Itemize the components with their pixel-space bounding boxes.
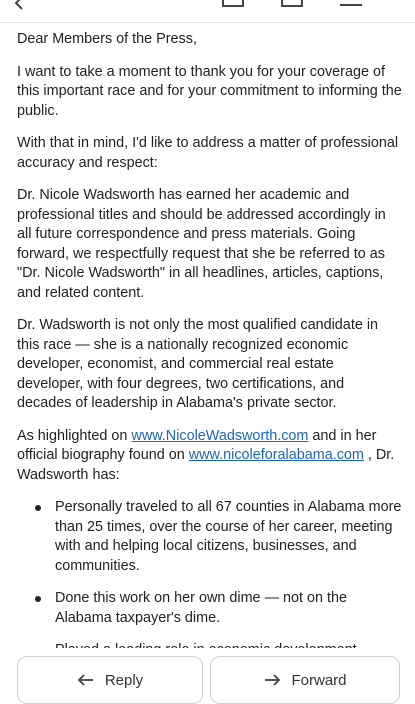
forward-button[interactable] — [210, 656, 400, 704]
biography-link[interactable]: www.nicoleforalabama.com — [188, 447, 364, 463]
reply-arrow-icon — [77, 673, 95, 687]
highlight-before: As highlighted on — [17, 427, 132, 444]
title-request-paragraph: Dr. Nicole Wadsworth has earned her academic and professional titles and should be addressed accordingly in all future correspondence and press materials. Going forward, we respectfully request that she be referred to as "Dr. Nicole Wadsworth" in all headlines, articles, captions, and related content. — [17, 187, 386, 301]
forward-label: Forward — [291, 671, 347, 689]
thanks-paragraph: I want to take a moment to thank you for your coverage of this important race and for your commitment to informing the public. — [17, 63, 402, 119]
intro-paragraph: With that in mind, I'd like to address a matter of professional accuracy and respect: — [17, 135, 399, 171]
greeting: Dear Members of the Press, — [17, 31, 197, 47]
list-item: Done this work on her own dime — not on the Alabama taxpayer's dime. — [55, 589, 402, 628]
mail-icon[interactable] — [281, 0, 303, 7]
archive-icon[interactable] — [222, 0, 244, 7]
qualifications-paragraph: Dr. Wadsworth is not only the most qualified candidate in this race — she is a nationally recognized economic developer, economist, and commercial real estate developer, with four degrees, two certifications, and decades of leadership in Alabama's private sector. — [17, 317, 379, 411]
highlight-paragraph — [17, 427, 402, 486]
reply-button[interactable] — [17, 656, 203, 704]
email-body — [17, 30, 402, 674]
action-bar — [0, 648, 415, 700]
reply-label: Reply — [104, 671, 144, 689]
list-item: Personally traveled to all 67 counties in Alabama more than 25 times, over the course of her career, meeting with and helping local citizens, businesses, and communities. — [55, 498, 402, 576]
accomplishments-list — [17, 498, 402, 661]
chevron-left-icon[interactable] — [12, 0, 26, 10]
highlight-after: , Dr. Wadsworth has: — [17, 447, 395, 483]
app-top-bar — [0, 0, 415, 23]
highlight-middle: and in her official biography found on — [17, 427, 377, 463]
website-link[interactable]: www.NicoleWadsworth.com — [131, 427, 309, 444]
more-icon[interactable] — [340, 0, 362, 7]
forward-arrow-icon — [263, 673, 281, 687]
